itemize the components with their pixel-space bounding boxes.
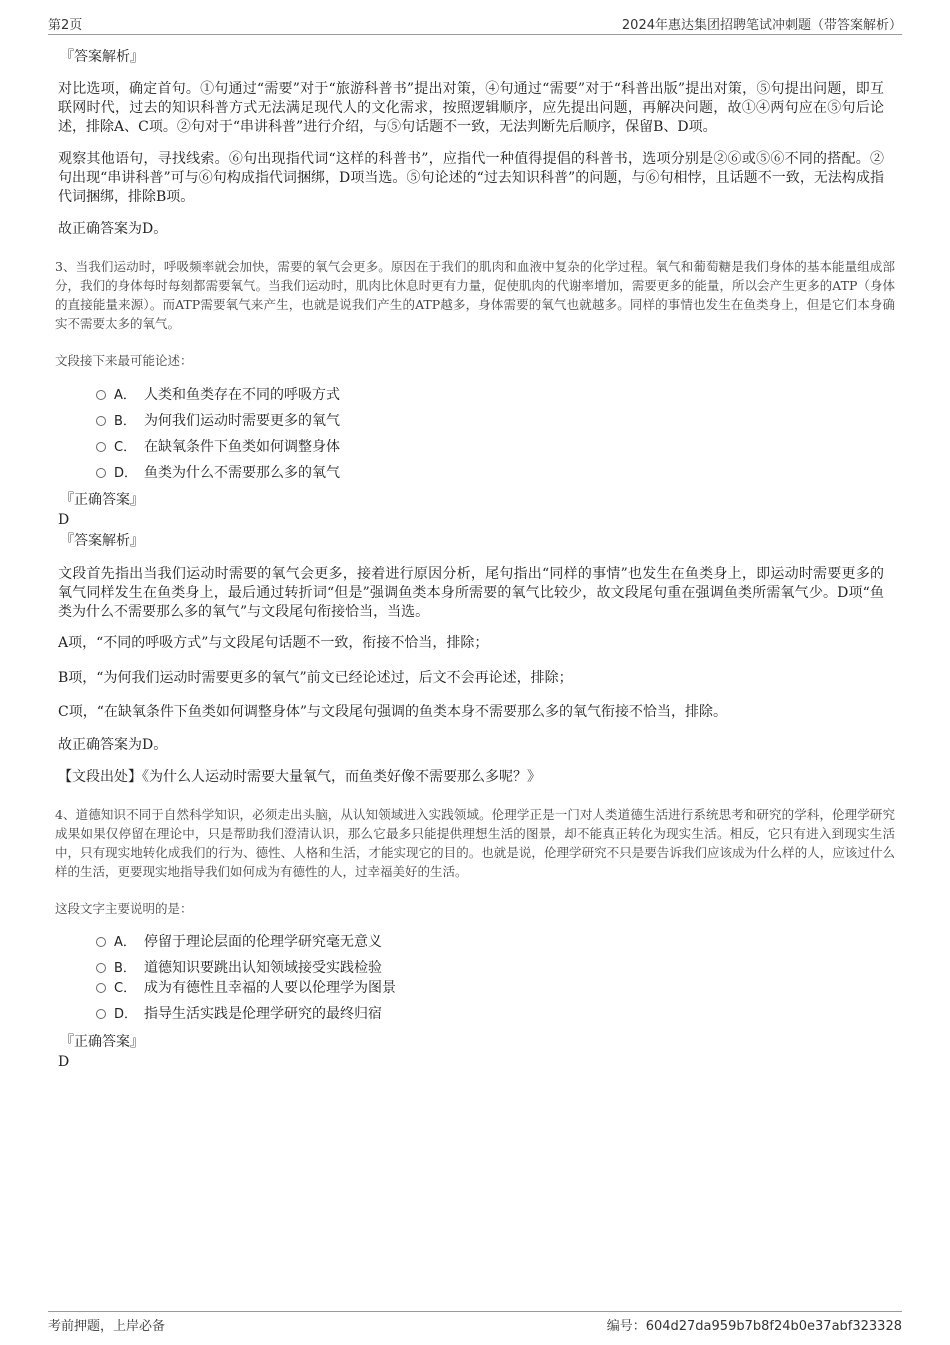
radio-button[interactable] [96, 983, 106, 993]
radio-button[interactable] [96, 390, 106, 400]
radio-button[interactable] [96, 937, 106, 947]
radio-button[interactable] [96, 442, 106, 452]
q3-analysis-label: 『答案解析』 [60, 533, 144, 549]
q3-conclusion: 故正确答案为D。 [58, 737, 168, 753]
option-text: 指导生活实践是伦理学研究的最终归宿 [144, 1006, 382, 1022]
q2-conclusion: 故正确答案为D。 [58, 221, 168, 237]
document-code [607, 1315, 902, 1334]
q2-analysis-label: 『答案解析』 [60, 49, 144, 65]
q3-analysis-option-c: C项，“在缺氧条件下鱼类如何调整身体”与文段尾句强调的鱼类本身不需要那么多的氧气衔接不恰当，排除。 [58, 704, 728, 720]
option-key: D． [114, 466, 138, 481]
q3-analysis-option-b: B项，“为何我们运动时需要更多的氧气”前文已经论述过，后文不会再论述，排除； [58, 670, 573, 686]
q4-option-d[interactable] [96, 1004, 382, 1025]
radio-button[interactable] [96, 963, 106, 973]
code-value: 604d27da959b7b8f24b0e37abf323328 [645, 1319, 902, 1334]
q4-answer-label: 『正确答案』 [60, 1034, 144, 1050]
q3-option-a[interactable] [96, 385, 340, 406]
footer-slogan: 考前押题，上岸必备 [48, 1319, 166, 1334]
option-key: B． [114, 414, 136, 429]
q3-answer-label: 『正确答案』 [60, 492, 144, 508]
q3-analysis-option-a: A项，“不同的呼吸方式”与文段尾句话题不一致，衔接不恰当，排除； [58, 635, 489, 651]
q4-option-a[interactable] [96, 932, 382, 953]
option-text: 在缺氧条件下鱼类如何调整身体 [144, 439, 340, 455]
radio-button[interactable] [96, 468, 106, 478]
q3-prompt: 文段接下来最可能论述： [55, 353, 193, 368]
option-text: 鱼类为什么不需要那么多的氧气 [144, 465, 340, 481]
option-key: A． [114, 388, 136, 403]
option-text: 成为有德性且幸福的人要以伦理学为图景 [144, 980, 396, 996]
radio-button[interactable] [96, 416, 106, 426]
q3-stem: 3、当我们运动时，呼吸频率就会加快，需要的氧气会更多。原因在于我们的肌肉和血液中复杂的化学过程。氧气和葡萄糖是我们身体的基本能量组成部分，我们的身体每时每刻都需要氧气。当我们运动时，肌肉比休息时更有力量，促使肌肉的代谢率增加，需要更多的能量，所以会产生更多的ATP（身体的直接能量来源）。而ATP需要氧气来产生，也就是说我们产生的ATP越多，身体需要的氧气也就越多。同样的事情也发生在鱼类身上，但是它们本身确实不需要太多的氧气。 [55, 259, 895, 331]
option-key: C． [114, 981, 137, 996]
q4-option-b[interactable] [96, 958, 382, 979]
q4-answer: D [58, 1054, 70, 1070]
q2-analysis-paragraph-2: 观察其他语句，寻找线索。⑥句出现指代词“这样的科普书”，应指代一种值得提倡的科普书，选项分别是②⑥或⑤⑥不同的搭配。②句出现“串讲科普”可与⑥句构成指代词捆绑，D项当选。⑤句论述的“过去知识科普”的问题，与⑥句相悖，且话题不一致，无法构成指代词捆绑，排除B项。 [58, 151, 884, 205]
document-title: 2024年惠达集团招聘笔试冲刺题（带答案解析） [621, 18, 902, 33]
q3-option-b[interactable] [96, 411, 340, 432]
option-key: C． [114, 440, 137, 455]
q3-option-c[interactable] [96, 437, 340, 458]
option-text: 道德知识要跳出认知领域接受实践检验 [144, 960, 382, 976]
page-header [48, 14, 902, 35]
option-key: B． [114, 961, 136, 976]
option-key: A． [114, 935, 136, 950]
radio-button[interactable] [96, 1009, 106, 1019]
page-number: 第2页 [48, 18, 83, 33]
option-text: 人类和鱼类存在不同的呼吸方式 [144, 387, 340, 403]
q2-analysis-paragraph-1: 对比选项，确定首句。①句通过“需要”对于“旅游科普书”提出对策，④句通过“需要”对于“科普出版”提出对策，⑤句提出问题，即互联网时代，过去的知识科普方式无法满足现代人的文化需求，按照逻辑顺序，应先提出问题，再解决问题，故①④两句应在⑤句后论述，排除A、C项。②句对于“串讲科普”进行介绍，与⑤句话题不一致，无法判断先后顺序，保留B、D项。 [58, 81, 884, 135]
q3-option-d[interactable] [96, 463, 340, 484]
q3-analysis-paragraph-1: 文段首先指出当我们运动时需要的氧气会更多，接着进行原因分析，尾句指出“同样的事情”也发生在鱼类身上，即运动时需要更多的氧气同样发生在鱼类身上，最后通过转折词“但是”强调鱼类本身所需要的氧气比较少，故文段尾句重在强调鱼类所需氧气少。D项“鱼类为什么不需要那么多的氧气”与文段尾句衔接恰当，当选。 [58, 566, 884, 620]
option-text: 停留于理论层面的伦理学研究毫无意义 [144, 934, 382, 950]
q3-source: 【文段出处】《为什么人运动时需要大量氧气，而鱼类好像不需要那么多呢？》 [58, 769, 541, 785]
q3-answer: D [58, 512, 70, 528]
page-footer [48, 1311, 902, 1334]
code-label: 编号： [606, 1319, 646, 1334]
option-key: D． [114, 1007, 138, 1022]
q4-option-c[interactable] [96, 978, 396, 999]
q4-prompt: 这段文字主要说明的是： [55, 901, 193, 916]
q4-stem: 4、道德知识不同于自然科学知识，必须走出头脑，从认知领域进入实践领域。伦理学正是一门对人类道德生活进行系统思考和研究的学科，伦理学研究成果如果仅停留在理论中，只是帮助我们澄清认识，那么它最多只能提供理想生活的图景，却不能真正转化为现实生活。相反，它只有进入到现实生活中，只有现实地转化成我们的行为、德性、人格和生活，才能实现它的目的。也就是说，伦理学研究不只是要告诉我们应该成为什么样的人，应该过什么样的生活，更要现实地指导我们如何成为有德性的人，过幸福美好的生活。 [55, 807, 895, 879]
option-text: 为何我们运动时需要更多的氧气 [144, 413, 340, 429]
